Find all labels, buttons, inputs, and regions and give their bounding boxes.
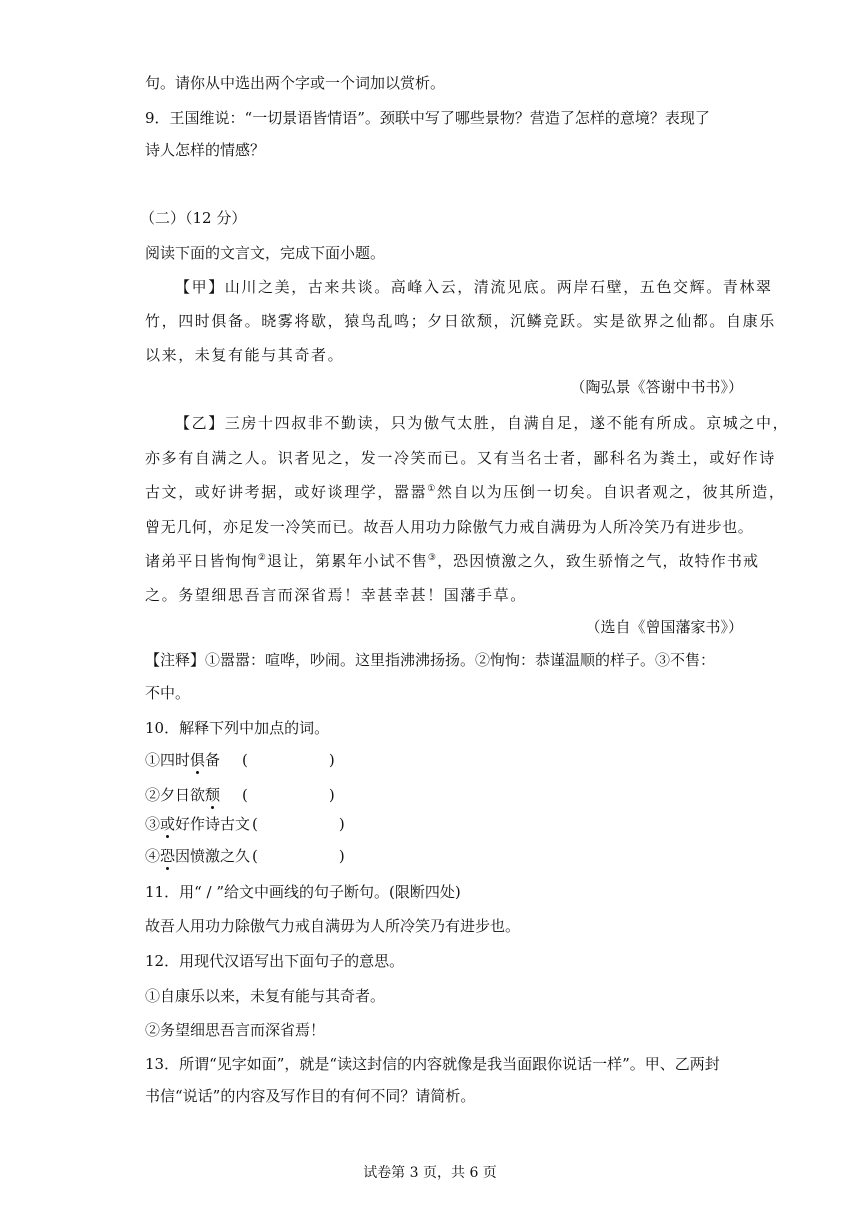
section-heading: （二）（12 分） [140, 209, 247, 227]
q10-stem: 10．解释下列中加点的词。 [145, 719, 330, 737]
q10-item-4-blank[interactable]: ( ) [252, 847, 345, 865]
q12-item-1: ①自康乐以来，未复有能与其奇者。 [145, 987, 386, 1005]
q8-tail: 句。请你从中选出两个字或一个词加以赏析。 [145, 74, 446, 92]
q13-line1: 13．所谓“见字如面”，就是“读这封信的内容就像是我当面跟你说话一样”。甲、乙两封 [145, 1055, 720, 1073]
note-ref-3: ③ [427, 553, 438, 563]
passage-b-line1: 【乙】三房十四叔非不勤读，只为傲气太胜，自满自足，遂不能有所成。京城之中， [175, 414, 790, 432]
passage-a-line2: 竹，四时俱备。晓雾将歇，猿鸟乱鸣；夕日欲颓，沉鳞竞跃。实是欲界之仙都。自康乐 [145, 312, 776, 330]
passage-b-line3-text: 古文，或好讲考据，或好谈理学，嚣嚣 [145, 483, 428, 501]
passage-b-source: （选自《曾国藩家书》） [585, 618, 743, 636]
q10-item-2 [145, 785, 220, 805]
q10-item-3-post: 好作诗古文 [175, 815, 251, 833]
note-ref-1: ① [427, 484, 437, 494]
section-instruction: 阅读下面的文言文，完成下面小题。 [145, 244, 386, 262]
notes-line1: 【注释】①嚣嚣：喧哗，吵闹。这里指沸沸扬扬。②恂恂：恭谨温顺的样子。③不售： [145, 651, 716, 669]
passage-b-line3 [145, 482, 785, 502]
q10-item-1-dotted: 俱 [190, 751, 206, 769]
passage-a-line3: 以来，未复有能与其奇者。 [145, 346, 345, 364]
q10-item-4-dotted: 恐 [160, 847, 176, 865]
q10-item-1-blank[interactable]: ( ) [242, 751, 335, 769]
q10-item-3 [145, 814, 250, 834]
q10-item-4-post: 因愤激之久 [175, 847, 251, 865]
q9-line2: 诗人怎样的情感？ [145, 141, 266, 159]
q10-item-2-blank[interactable]: ( ) [242, 786, 335, 804]
q10-item-1 [145, 750, 220, 770]
passage-b-line6: 之。务望细思吾言而深省焉！幸甚幸甚！国藩手草。 [145, 586, 527, 604]
q10-item-2-pre: ②夕日欲 [145, 786, 206, 804]
passage-a-source: （陶弘景《答谢中书书》） [570, 378, 743, 396]
q10-item-2-dotted: 颓 [205, 786, 221, 804]
q10-item-3-pre: ③ [145, 815, 161, 833]
passage-b-line5 [145, 551, 759, 571]
notes-line2: 不中。 [145, 684, 191, 702]
q11-sentence: 故吾人用功力除傲气力戒自满毋为人所冷笑乃有进步也。 [145, 917, 521, 935]
q13-line2: 书信“说话”的内容及写作目的有何不同？请简析。 [145, 1087, 476, 1105]
passage-b-line4: 曾无几何，亦足发一冷笑而已。故吾人用功力除傲气力戒自满毋为人所冷笑乃有进步也。 [145, 518, 754, 536]
q12-stem: 12．用现代汉语写出下面句子的意思。 [145, 952, 405, 970]
passage-b-line5b: 退让，第累年小试不售 [266, 552, 428, 570]
q10-item-3-blank[interactable]: ( ) [252, 815, 345, 833]
q9-line1: 9．王国维说：“一切景语皆情语”。颈联中写了哪些景物？营造了怎样的意境？表现了 [145, 109, 710, 127]
q10-item-3-dotted: 或 [160, 815, 176, 833]
q10-item-4 [145, 846, 250, 866]
note-ref-2: ② [257, 553, 267, 563]
passage-b-line2: 亦多有自满之人。识者见之，发一冷笑而已。又有当名士者，鄙科名为粪土，或好作诗 [145, 449, 776, 467]
page-footer: 试卷第 3 页，共 6 页 [363, 1165, 497, 1181]
passage-a-line1: 【甲】山川之美，古来共谈。高峰入云，清流见底。两岸石壁，五色交辉。青林翠 [175, 278, 773, 296]
q10-item-1-pre: ①四时 [145, 751, 191, 769]
passage-b-line5c: ，恐因愤激之久，致生骄惰之气，故特作书戒 [437, 552, 760, 570]
q11-stem: 11．用“ / ”给文中画线的句子断句。(限断四处) [145, 883, 461, 901]
q10-item-1-post: 备 [205, 751, 221, 769]
passage-b-line3-rest: 然自以为压倒一切矣。自识者观之，彼其所造， [436, 483, 786, 501]
q12-item-2: ②务望细思吾言而深省焉！ [145, 1021, 326, 1039]
passage-b-line5a: 诸弟平日皆恂恂 [145, 552, 258, 570]
q10-item-4-pre: ④ [145, 847, 161, 865]
